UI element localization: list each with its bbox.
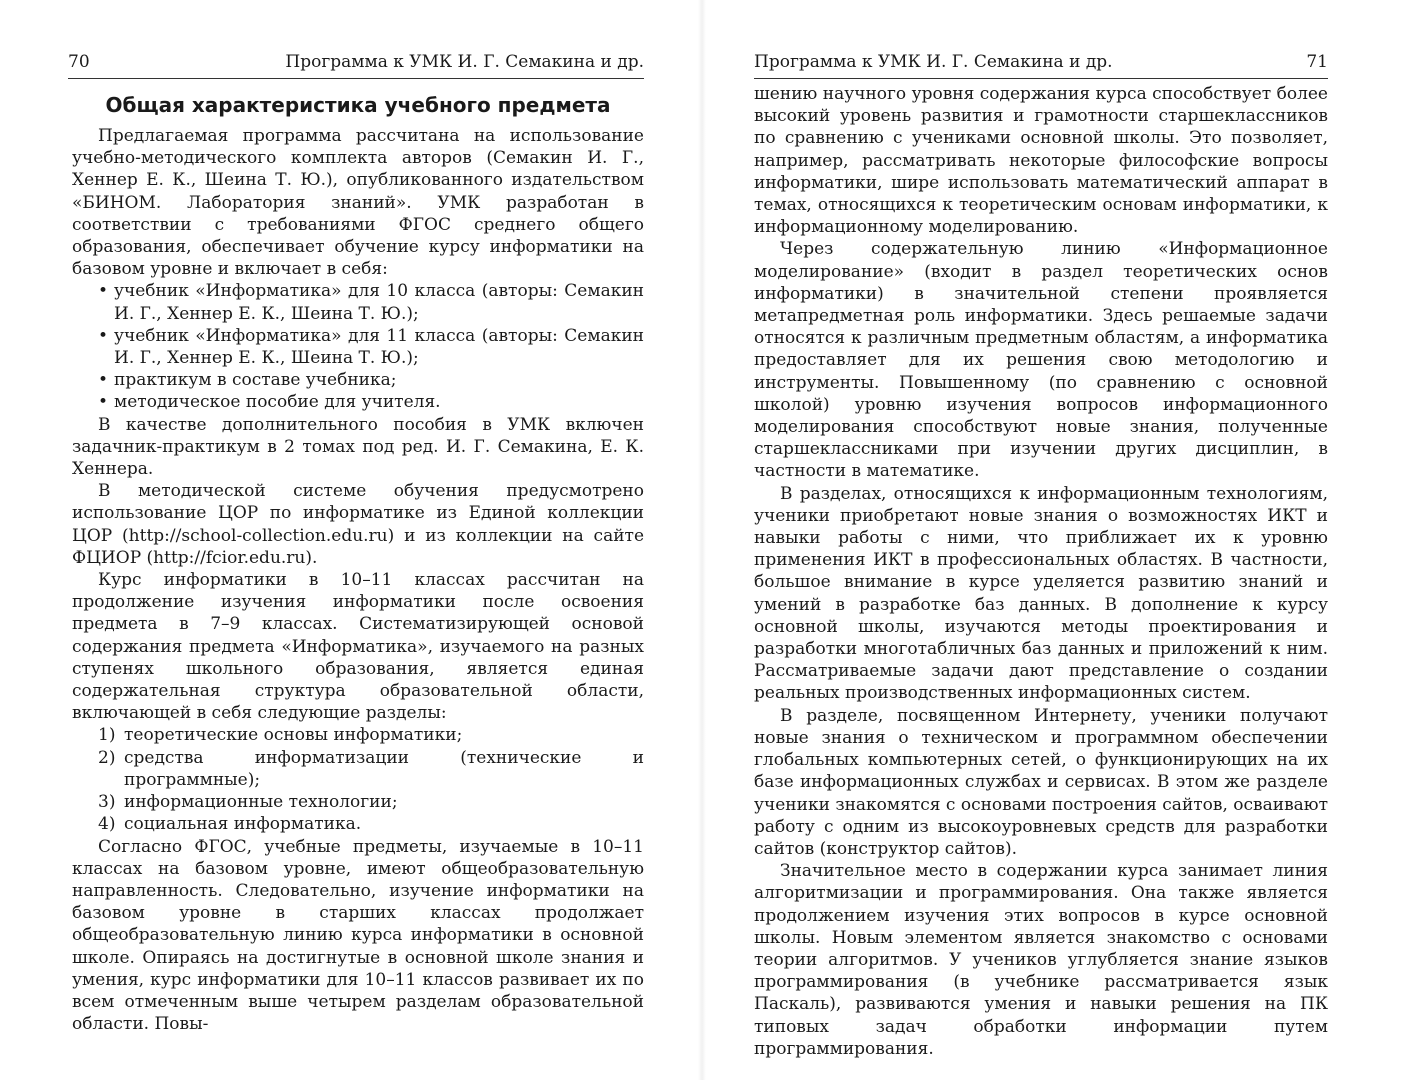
left-paragraph-1: Предлагаемая программа рассчитана на использование учебно-методического комплекта авторов (Семакин И. Г., Хеннер Е. К., Шеина Т. Ю.), опубликованного издательством «БИНОМ. Лаборатория знаний». УМК разработан в соответствии с требованиями ФГОС среднего общего образования, обеспечивает обучение курсу информатики на базовом уровне и включает в себя: [72, 126, 644, 280]
left-paragraph-4: Курс информатики в 10–11 классах рассчитан на продолжение изучения информатики после освоения предмета в 7–9 классах. Систематизирующей основой содержания предмета «Информатика», изучаемого на разных ступенях школьного образования, является единая содержательная структура образовательной области, включающей в себя следующие разделы: [72, 570, 644, 724]
list-item-text: теоретические основы информатики; [124, 725, 463, 746]
left-paragraph-3: В методической системе обучения предусмотрено использование ЦОР по информатике из Единой коллекции ЦОР (http://school-collection.edu.ru) и из коллекции на сайте ФЦИОР (http://fcior.edu.ru). [72, 481, 644, 568]
list-item [98, 747, 644, 791]
left-body-text [72, 125, 644, 1035]
section-title: Общая характеристика учебного предмета [105, 93, 611, 117]
right-running-title: Программа к УМК И. Г. Семакина и др. [754, 52, 1113, 72]
list-item: • учебник «Информатика» для 11 класса (авторы: Семакин И. Г., Хеннер Е. К., Шеина Т. Ю.); [98, 325, 644, 369]
right-page-number: 71 [1306, 52, 1328, 72]
right-body-text [754, 83, 1328, 1060]
left-page-header [68, 0, 644, 79]
left-running-title: Программа к УМК И. Г. Семакина и др. [285, 52, 644, 72]
sections-list [72, 724, 644, 835]
list-item-number: 3) [98, 792, 116, 813]
right-paragraph-3: В разделах, относящихся к информационным технологиям, ученики приобретают новые знания о возможностях ИКТ и навыки работы с ними, что приближает их к уровню применения ИКТ в профессиональных областях. В частности, большое внимание в курсе уделяется развитию знаний и умений в разработке баз данных. В дополнение к курсу основной школы, изучаются методы проектирования и разработки многотабличных баз данных и приложений к ним. Рассматриваемые задачи дают представление о создании реальных производственных информационных систем. [754, 483, 1328, 704]
list-item-number: 4) [98, 814, 116, 835]
list-item-text: социальная информатика. [124, 814, 362, 835]
right-paragraph-5: Значительное место в содержании курса занимает линия алгоритмизации и программирования. Она также является продолжением изучения этих вопросов в курсе основной школы. Новым элементом является знакомство с основами теории алгоритмов. У учеников углубляется знание языков программирования (в учебнике рассматривается язык Паскаль), развиваются умения и навыки решения на ПК типовых задач обработки информации путем программирования. [754, 861, 1328, 1059]
list-item: • практикум в составе учебника; [98, 369, 644, 391]
umk-components-list [72, 280, 644, 413]
right-page-header [754, 0, 1328, 79]
left-paragraph-5: Согласно ФГОС, учебные предметы, изучаемые в 10–11 классах на базовом уровне, имеют общеобразовательную направленность. Следовательно, изучение информатики на базовом уровне в старших классах продолжает общеобразовательную линию курса информатики в основной школе. Опираясь на достигнутые в основной школе знания и умения, курс информатики для 10–11 классов развивает их по всем отмеченным выше четырем разделам образовательной области. Повы- [72, 836, 644, 1035]
list-item-number: 1) [98, 725, 116, 746]
list-item-text: средства информатизации (технические и программные); [124, 747, 644, 790]
list-item: • учебник «Информатика» для 10 класса (авторы: Семакин И. Г., Хеннер Е. К., Шеина Т. Ю.); [98, 280, 644, 324]
right-page [702, 0, 1404, 1080]
left-paragraph-2: В качестве дополнительного пособия в УМК включен задачник-практикум в 2 томах под ред. И. Г. Семакина, Е. К. Хеннера. [72, 414, 644, 480]
right-paragraph-2: Через содержательную линию «Информационное моделирование» (входит в раздел теоретических основ информатики) в значительной степени проявляется метапредметная роль информатики. Здесь решаемые задачи относятся к различным предметным областям, а информатика предоставляет для их решения свою методологию и инструменты. Повышенному (по сравнению с основной школой) уровню изучения вопросов информационного моделирования способствуют новые знания, полученные старшеклассниками при изучении других дисциплин, в частности в математике. [754, 239, 1328, 482]
list-item-text: информационные технологии; [124, 792, 398, 813]
list-item: • методическое пособие для учителя. [98, 391, 644, 413]
left-page-number: 70 [68, 52, 90, 72]
right-paragraph-4: В разделе, посвященном Интернету, ученики получают новые знания о техническом и программном обеспечении глобальных компьютерных сетей, о функционирующих на их базе информационных службах и сервисах. В этом же разделе ученики знакомятся с основами построения сайтов, осваивают работу с одним из высокоуровневых средств для разработки сайтов (конструктор сайтов). [754, 705, 1328, 859]
right-paragraph-1: шению научного уровня содержания курса способствует более высокий уровень развития и грамотности старшеклассников по сравнению с учениками основной школы. Это позволяет, например, рассматривать некоторые философские вопросы информатики, шире использовать математический аппарат в темах, относящихся к теоретическим основам информатики, к информационному моделированию. [754, 84, 1328, 238]
list-item-number: 2) [98, 747, 116, 768]
list-item [98, 813, 644, 835]
list-item [98, 724, 644, 746]
list-item [98, 791, 644, 813]
